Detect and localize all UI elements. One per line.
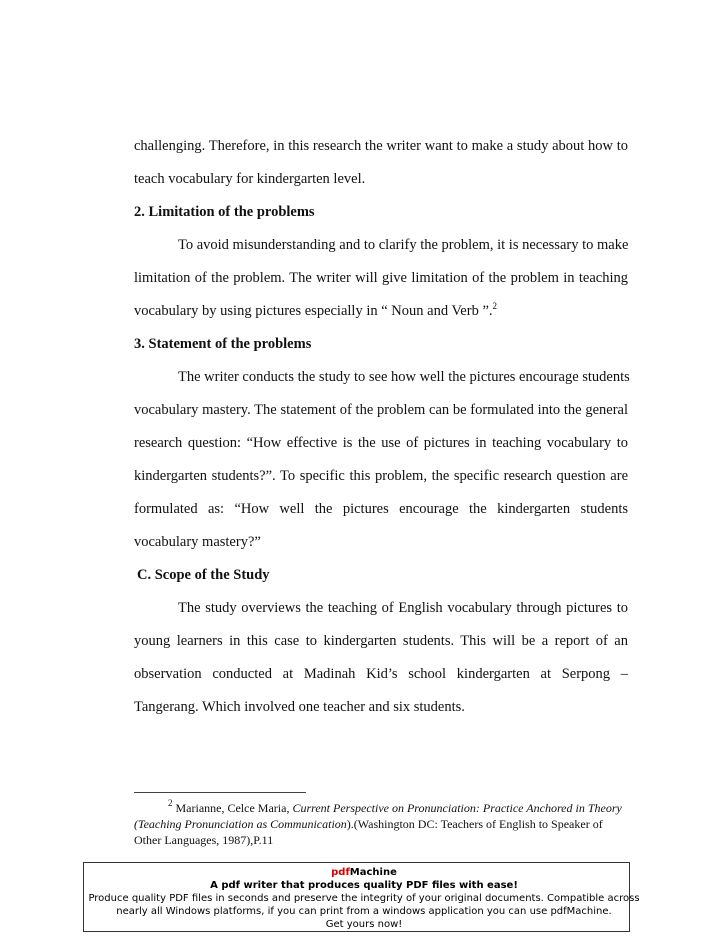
body-text-line: formulated as: “How well the pictures encourage the kindergarten students [134,501,628,517]
section-heading-limitation: 2. Limitation of the problems [134,204,315,220]
footnote-line [168,800,628,816]
body-text-line: challenging. Therefore, in this research the writer want to make a study about how to [134,138,628,154]
pdfmachine-tagline: A pdf writer that produces quality PDF files with ease! [210,880,518,891]
body-text-line: Tangerang. Which involved one teacher and six students. [134,699,465,715]
section-heading-statement: 3. Statement of the problems [134,336,312,352]
body-text-line: young learners in this case to kindergarten students. This will be a report of an [134,633,628,649]
pdfmachine-cta-link[interactable]: Get yours now! [325,919,403,930]
footnote-line [134,816,628,832]
body-text-line: The study overviews the teaching of English vocabulary through pictures to [178,600,628,616]
footnote-title: Current Perspective on Pronunciation: Practice Anchored in Theory [292,801,622,815]
pdfmachine-description: Produce quality PDF files in seconds and preserve the integrity of your original documents. Compatible across [88,893,640,904]
footnote-line: Other Languages, 1987),P.11 [134,833,274,847]
body-text-line: The writer conducts the study to see how well the pictures encourage students [178,369,630,385]
brand-machine: Machine [349,867,397,878]
body-text-line: To avoid misunderstanding and to clarify the problem, it is necessary to make [178,237,629,253]
body-text-line: research question: “How effective is the use of pictures in teaching vocabulary to [134,435,628,451]
body-text-line: vocabulary mastery?” [134,534,261,550]
footnote-publisher: ).(Washington DC: Teachers of English to Speaker of [346,817,603,831]
body-text-line: teach vocabulary for kindergarten level. [134,171,366,187]
body-text-line: kindergarten students?”. To specific this problem, the specific research question are [134,468,628,484]
pdfmachine-brand[interactable] [0,866,728,879]
body-text-line [134,302,628,320]
pdfmachine-description: nearly all Windows platforms, if you can print from a windows application you can use pdfMachine. [116,906,612,917]
body-text-line: observation conducted at Madinah Kid’s school kindergarten at Serpong – [134,666,628,682]
footnote-reference: 2 [492,301,498,311]
body-text-line: limitation of the problem. The writer will give limitation of the problem in teaching [134,270,628,286]
footnote-number: 2 [168,798,173,808]
footnote-subtitle: (Teaching Pronunciation as Communication [134,817,347,831]
section-heading-scope: C. Scope of the Study [137,567,270,583]
body-text-line: vocabulary mastery. The statement of the problem can be formulated into the general [134,402,628,418]
footnote-author: Marianne, Celce Maria, [172,801,293,815]
footnote-separator [134,792,306,793]
body-text: vocabulary by using pictures especially in “ Noun and Verb ”. [134,303,493,319]
brand-pdf: pdf [331,867,350,878]
